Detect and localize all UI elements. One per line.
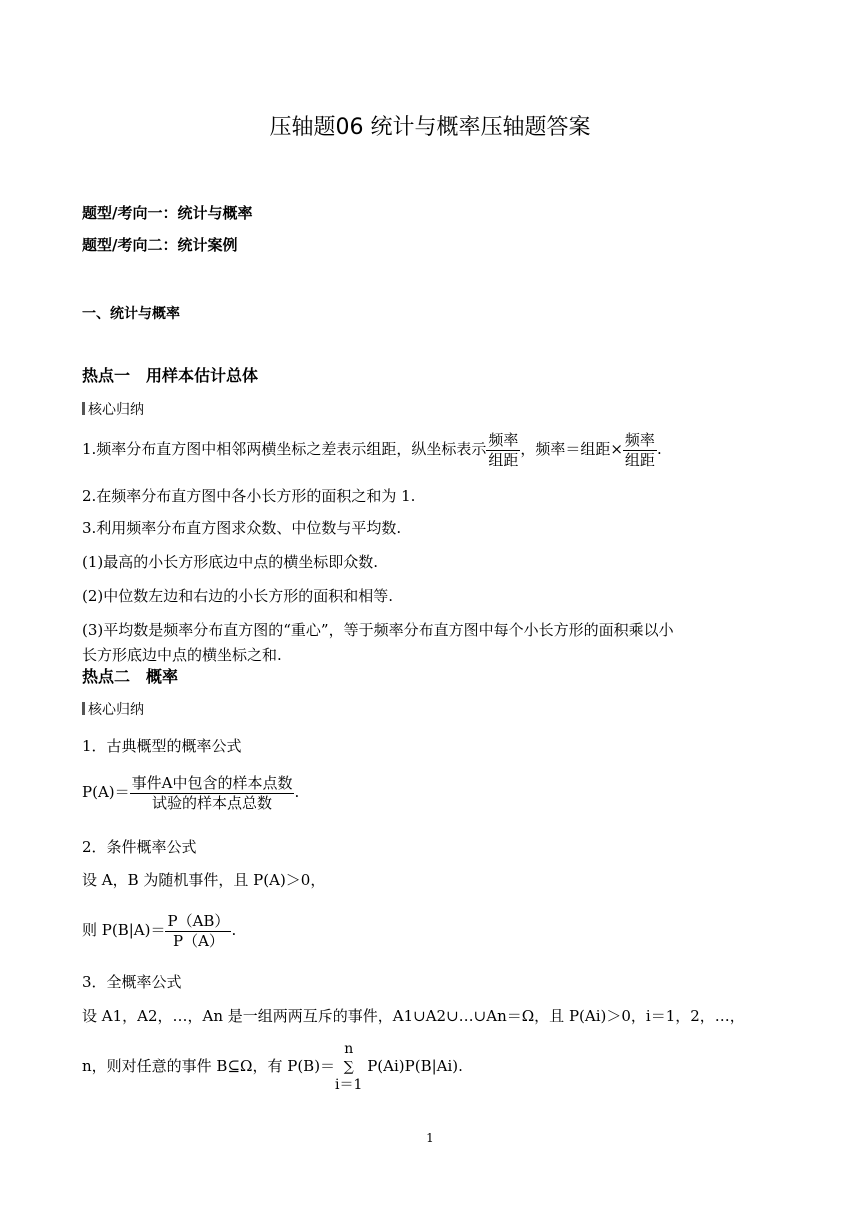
hot1-line-5: (2)中位数左边和右边的小长方形的面积和相等. xyxy=(82,587,394,605)
total-probability-formula: n，则对任意的事件 B⊆Ω，有 P(B)＝ n ∑ i＝1 P(Ai)P(B|Ai). xyxy=(82,1041,463,1093)
hot2-item-3: 3．全概率公式 xyxy=(82,973,182,991)
page-number: 1 xyxy=(426,1131,434,1145)
hot1-line-2: 2.在频率分布直方图中各小长方形的面积之和为 1. xyxy=(82,487,416,505)
summation: n ∑ i＝1 xyxy=(335,1041,363,1093)
hot1-line-7: 长方形底边中点的横坐标之和. xyxy=(82,646,282,664)
fraction: $\frac{P(AB)}{P(A)}$ xyxy=(167,911,230,950)
fraction: $\frac{\text{频率}}{\text{组距}}$ xyxy=(624,430,655,469)
hot2-item-3-line-1: 设 A1，A2，…，An 是一组两两互斥的事件，A1∪A2∪…∪An＝Ω，且 P(Ai)＞0，i＝1，2，…， xyxy=(82,1007,745,1025)
fraction: $\frac{\text{事件A中包含的样本点数}}{\text{试验的样本点总数}}$ xyxy=(131,773,293,812)
hot1-line-6: (3)平均数是频率分布直方图的“重心”，等于频率分布直方图中每个小长方形的面积乘以小 xyxy=(82,621,674,639)
hot2-item-2-line: 设 A，B 为随机事件，且 P(A)＞0， xyxy=(82,871,326,889)
classic-probability-formula: P(A)＝ $\frac{\text{事件A中包含的样本点数}}{\text{试验的样本点总数}}$ . xyxy=(82,773,300,812)
hot1-line-3: 3.利用频率分布直方图求众数、中位数与平均数. xyxy=(82,519,402,537)
fraction: $\frac{\text{频率}}{\text{组距}}$ xyxy=(488,430,519,469)
conditional-probability-formula: 则 P(B|A)＝ $\frac{P(AB)}{P(A)}$ . xyxy=(82,911,237,950)
core-bar-icon xyxy=(82,402,85,415)
core-bar-icon xyxy=(82,702,85,715)
hot2-title: 热点二 概率 xyxy=(82,667,179,686)
hot1-line-1: 1.频率分布直方图中相邻两横坐标之差表示组距，纵坐标表示 $\frac{\text{频率}}{\text{组距}}$ ，频率＝组距× $\frac{\text{频率}}{\text{组距}}$ . xyxy=(82,430,662,469)
hot1-line-4: (1)最高的小长方形底边中点的横坐标即众数. xyxy=(82,553,379,571)
hot2-core-label: 核心归纳 xyxy=(82,700,144,720)
hot1-title: 热点一 用样本估计总体 xyxy=(82,366,259,385)
toc-item-2: 题型/考向二：统计案例 xyxy=(82,236,238,254)
page-title: 压轴题06 统计与概率压轴题答案 xyxy=(269,115,591,140)
section-heading: 一、统计与概率 xyxy=(82,306,180,322)
toc-item-1: 题型/考向一：统计与概率 xyxy=(82,204,253,222)
hot2-item-1: 1．古典概型的概率公式 xyxy=(82,737,242,755)
hot2-item-2: 2．条件概率公式 xyxy=(82,838,197,856)
hot1-core-label: 核心归纳 xyxy=(82,400,144,420)
